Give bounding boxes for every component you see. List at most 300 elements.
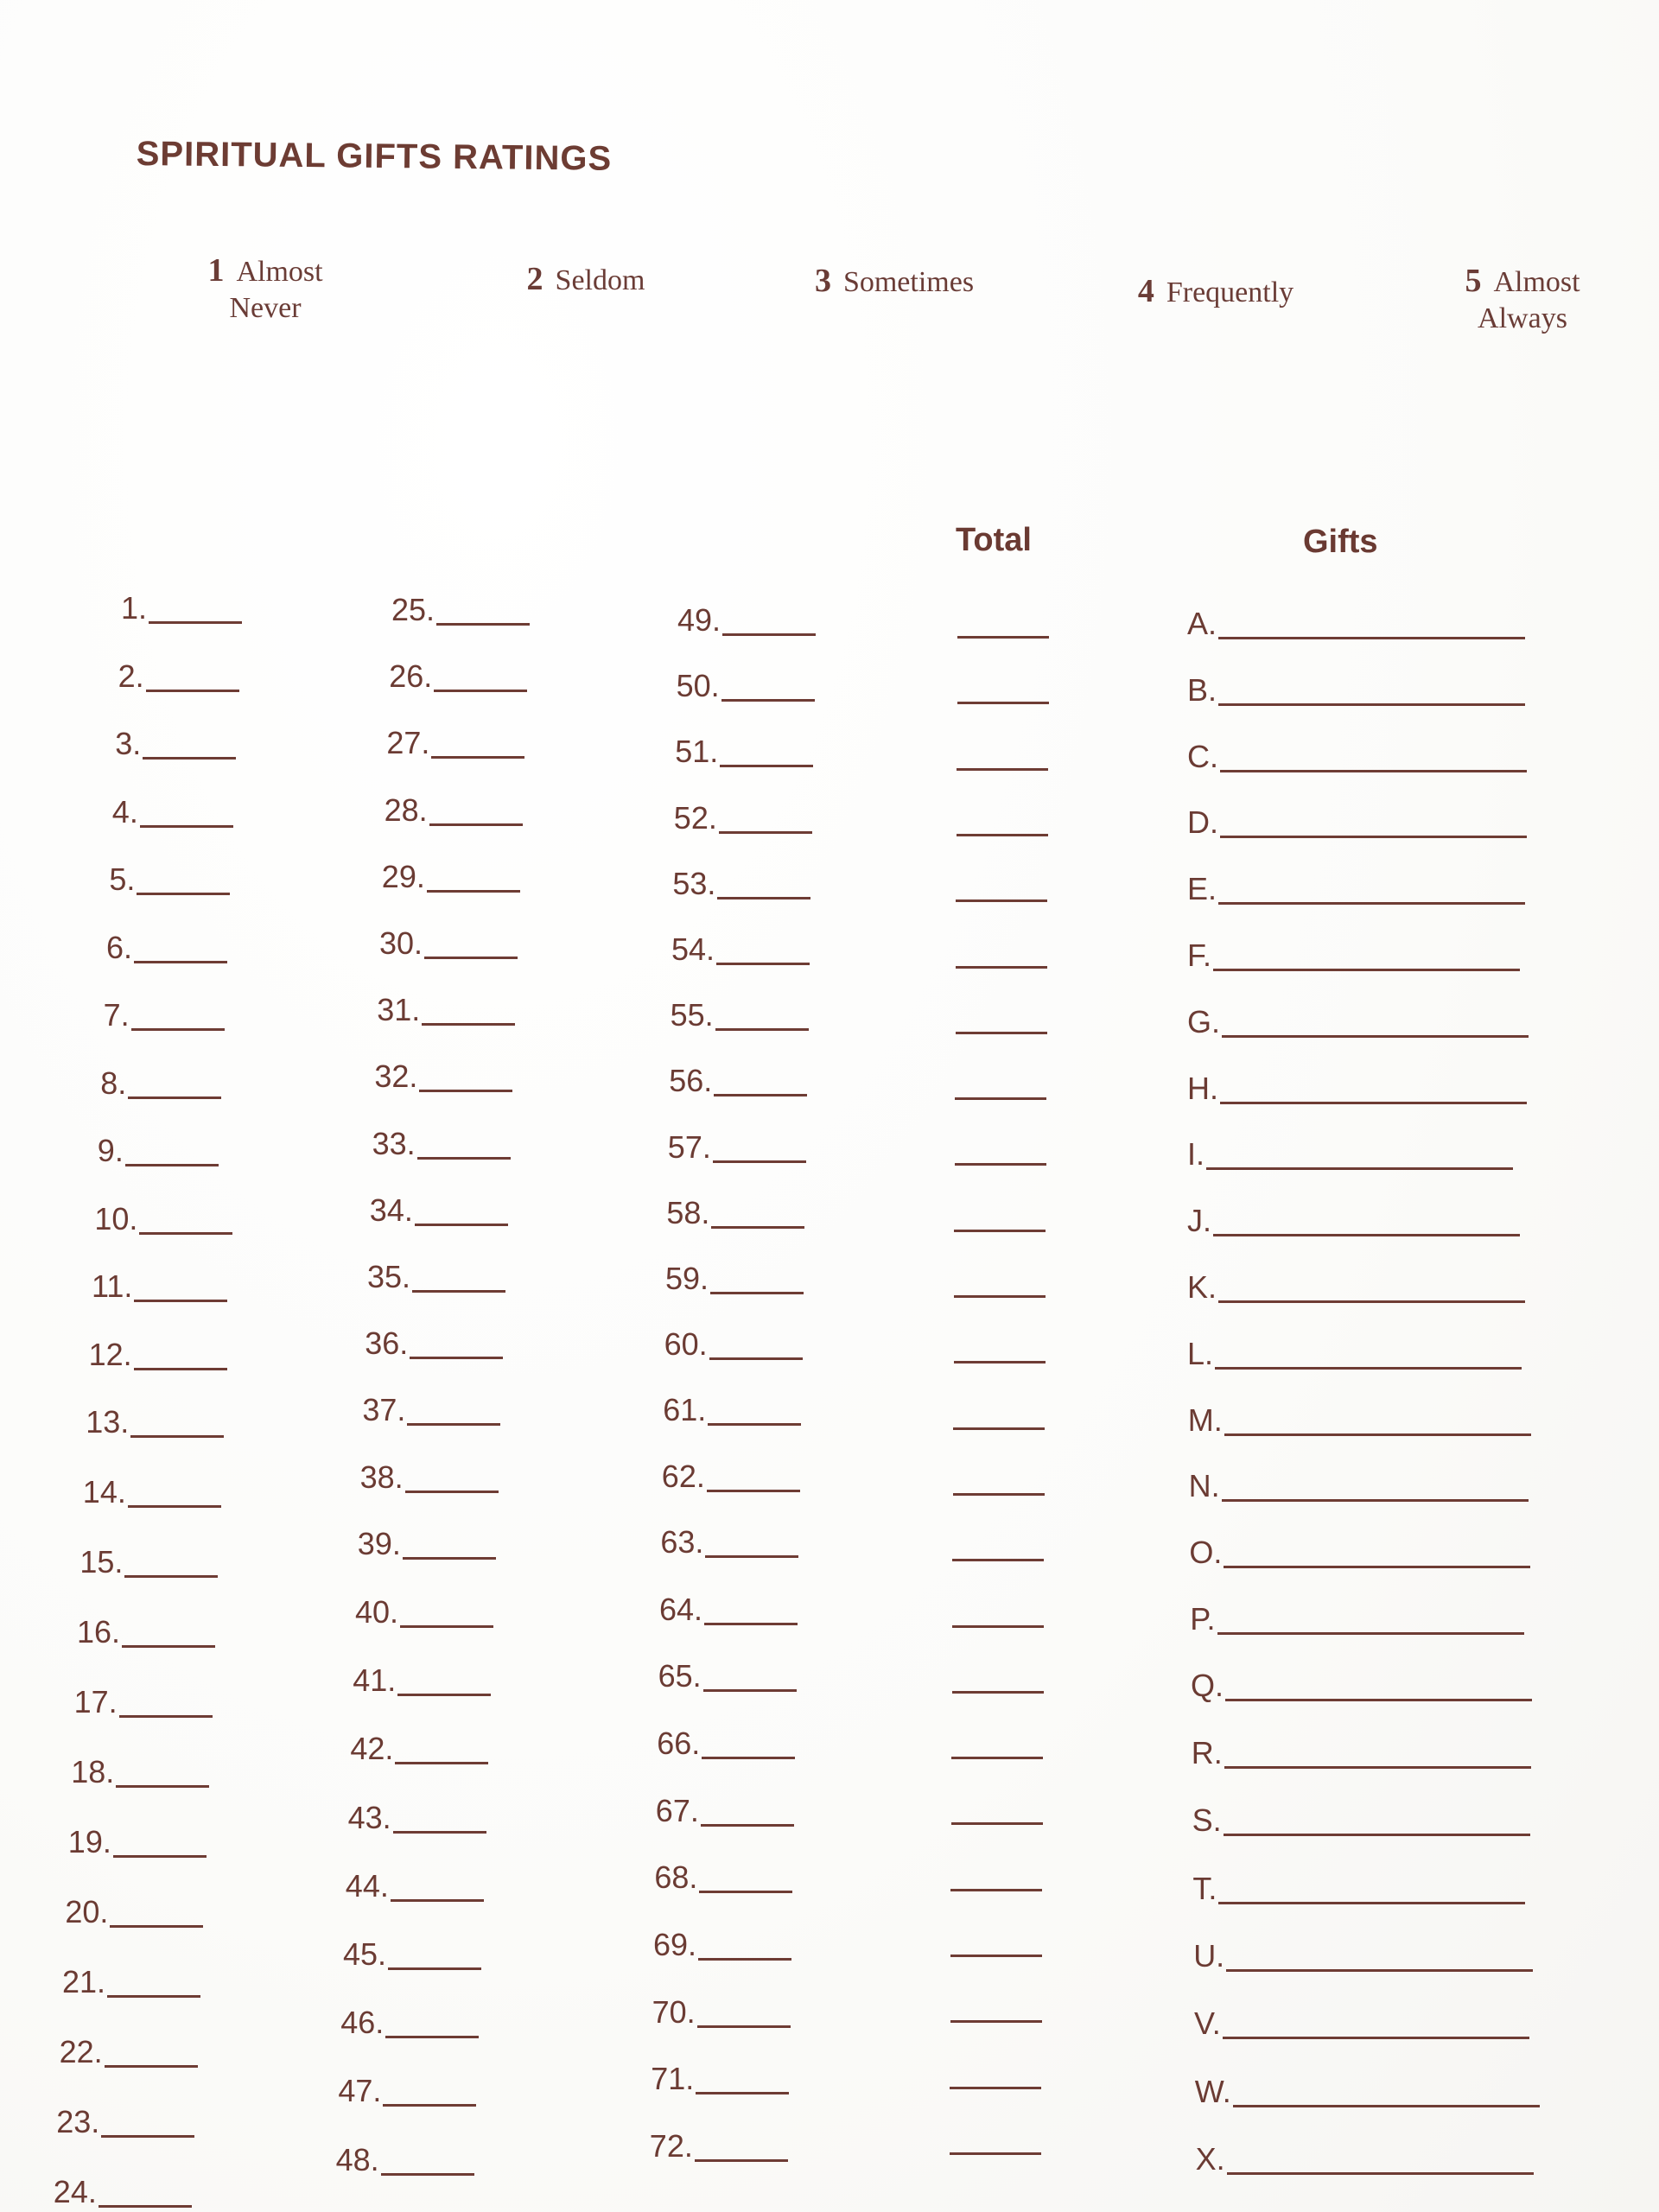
total-blank-12[interactable] (954, 1361, 1046, 1363)
item-18-answer-blank[interactable] (116, 1785, 209, 1788)
item-39-label: 39. (357, 1525, 401, 1561)
gift-9-answer-blank[interactable] (1206, 1167, 1513, 1170)
item-64-answer-blank[interactable] (704, 1623, 798, 1625)
item-21-row (62, 1960, 200, 1999)
gift-20-answer-blank[interactable] (1218, 1902, 1525, 1904)
gift-23-label: W. (1194, 2073, 1231, 2109)
item-23-label: 23. (56, 2104, 100, 2139)
item-18-label: 18. (71, 1754, 115, 1789)
item-36-row (365, 1321, 503, 1361)
gift-2-row (1187, 668, 1525, 708)
total-blank-24[interactable] (950, 2152, 1041, 2155)
gift-1-answer-blank[interactable] (1218, 637, 1525, 639)
total-blank-18[interactable] (951, 1757, 1043, 1759)
item-45-answer-blank[interactable] (388, 1967, 481, 1970)
item-72-answer-blank[interactable] (695, 2159, 788, 2162)
item-9-answer-blank[interactable] (125, 1164, 219, 1166)
gift-16-row (1190, 1597, 1523, 1637)
item-32-row (374, 1054, 512, 1094)
item-34-label: 34. (369, 1192, 413, 1228)
gift-17-answer-blank[interactable] (1225, 1699, 1532, 1701)
gift-15-label: O. (1189, 1535, 1223, 1571)
item-2-label: 2. (118, 658, 144, 694)
gift-24-label: X. (1195, 2140, 1225, 2177)
item-70-row (652, 1990, 791, 2030)
gift-2-answer-blank[interactable] (1218, 703, 1525, 706)
item-29-row (382, 855, 520, 894)
item-1-row (121, 586, 242, 626)
item-23-row (56, 2100, 194, 2139)
total-header: Total (956, 522, 1032, 558)
item-68-label: 68. (654, 1859, 698, 1896)
item-48-row (336, 2138, 474, 2177)
item-24-label: 24. (53, 2174, 97, 2209)
total-blank-15[interactable] (952, 1559, 1044, 1561)
item-51-label: 51. (675, 734, 719, 770)
item-12-answer-blank[interactable] (134, 1368, 227, 1370)
item-7-answer-blank[interactable] (131, 1028, 225, 1031)
item-27-answer-blank[interactable] (431, 756, 524, 759)
gift-24-row (1196, 2137, 1534, 2177)
gift-17-row (1191, 1663, 1532, 1703)
item-68-row (654, 1855, 792, 1895)
item-12-row (89, 1332, 227, 1372)
gift-24-answer-blank[interactable] (1227, 2172, 1534, 2175)
item-28-label: 28. (384, 791, 428, 828)
gift-5-label: E. (1187, 871, 1217, 907)
item-6-row (106, 925, 227, 965)
item-44-row (346, 1864, 484, 1904)
item-42-row (350, 1726, 488, 1766)
item-7-label: 7. (103, 997, 130, 1033)
item-6-label: 6. (106, 929, 133, 965)
gift-5-answer-blank[interactable] (1218, 902, 1525, 905)
gift-15-row (1189, 1530, 1530, 1570)
item-37-row (362, 1388, 500, 1427)
item-51-answer-blank[interactable] (720, 765, 813, 767)
scale-1 (192, 252, 339, 327)
item-16-label: 16. (77, 1614, 121, 1649)
item-67-row (656, 1789, 794, 1828)
item-3-answer-blank[interactable] (143, 757, 236, 760)
total-blank-19[interactable] (951, 1822, 1043, 1825)
item-11-answer-blank[interactable] (134, 1300, 227, 1302)
gift-16-label: P. (1190, 1601, 1216, 1637)
item-59-answer-blank[interactable] (710, 1292, 804, 1294)
gift-7-label: G. (1187, 1003, 1221, 1039)
item-17-row (74, 1680, 213, 1719)
item-50-answer-blank[interactable] (721, 699, 815, 702)
item-53-row (672, 861, 810, 901)
scale-5-number: 5 (1465, 263, 1482, 299)
item-41-label: 41. (353, 1662, 397, 1699)
item-72-row (650, 2124, 788, 2164)
item-18-row (71, 1750, 209, 1789)
item-36-label: 36. (365, 1325, 409, 1362)
item-23-answer-blank[interactable] (101, 2135, 194, 2138)
item-44-label: 44. (345, 1867, 389, 1904)
item-13-row (86, 1400, 224, 1440)
item-71-answer-blank[interactable] (696, 2092, 789, 2094)
gift-18-row (1192, 1731, 1531, 1770)
item-42-answer-blank[interactable] (395, 1762, 488, 1764)
item-33-label: 33. (372, 1125, 416, 1161)
gift-21-row (1193, 1934, 1533, 1974)
gift-6-row (1187, 933, 1520, 973)
item-11-label: 11. (92, 1268, 133, 1304)
item-50-row (677, 664, 815, 703)
gift-19-row (1192, 1798, 1530, 1838)
total-blank-17[interactable] (952, 1691, 1044, 1694)
item-39-answer-blank[interactable] (403, 1557, 496, 1560)
item-19-label: 19. (67, 1824, 111, 1859)
item-4-answer-blank[interactable] (140, 825, 233, 828)
item-32-answer-blank[interactable] (419, 1090, 512, 1092)
item-15-label: 15. (79, 1544, 124, 1580)
item-47-answer-blank[interactable] (383, 2104, 476, 2107)
item-40-label: 40. (355, 1594, 399, 1630)
total-blank-21[interactable] (950, 1955, 1042, 1957)
item-10-label: 10. (94, 1200, 138, 1236)
item-49-answer-blank[interactable] (722, 633, 816, 636)
item-8-row (100, 1061, 221, 1101)
item-61-answer-blank[interactable] (708, 1423, 801, 1426)
item-16-row (77, 1610, 215, 1649)
item-45-row (343, 1932, 481, 1972)
item-50-label: 50. (676, 668, 720, 704)
total-blank-8[interactable] (955, 1097, 1046, 1100)
item-52-label: 52. (673, 799, 717, 836)
item-13-answer-blank[interactable] (130, 1435, 224, 1438)
item-31-row (377, 988, 515, 1027)
gift-6-label: F. (1187, 938, 1212, 973)
total-blank-4[interactable] (957, 834, 1048, 836)
item-24-row (54, 2170, 192, 2209)
item-8-answer-blank[interactable] (128, 1096, 221, 1099)
item-65-answer-blank[interactable] (703, 1689, 797, 1692)
item-55-row (671, 993, 809, 1033)
scale-5 (1445, 263, 1600, 337)
gift-20-label: T. (1192, 1870, 1217, 1906)
item-54-row (671, 927, 810, 967)
scale-2-number: 2 (526, 261, 543, 297)
gift-1-row (1187, 601, 1525, 641)
gift-22-answer-blank[interactable] (1223, 2037, 1529, 2039)
item-66-answer-blank[interactable] (702, 1757, 795, 1759)
gift-5-row (1187, 867, 1525, 906)
gift-3-row (1187, 734, 1527, 774)
total-blank-3[interactable] (957, 768, 1048, 771)
scale-2 (508, 261, 664, 299)
item-28-row (385, 788, 523, 828)
item-10-answer-blank[interactable] (139, 1232, 232, 1235)
gift-10-answer-blank[interactable] (1213, 1234, 1520, 1236)
item-63-label: 63. (660, 1523, 704, 1560)
item-40-row (355, 1590, 493, 1630)
item-53-answer-blank[interactable] (717, 897, 810, 899)
gift-3-label: C. (1187, 738, 1218, 774)
total-blank-7[interactable] (956, 1032, 1047, 1034)
item-58-row (666, 1191, 804, 1230)
item-57-row (668, 1125, 806, 1165)
item-38-label: 38. (359, 1459, 404, 1495)
item-57-label: 57. (667, 1128, 711, 1165)
item-70-answer-blank[interactable] (697, 2025, 791, 2028)
gift-9-label: I. (1187, 1136, 1205, 1173)
gift-13-row (1188, 1398, 1531, 1438)
item-49-label: 49. (677, 602, 721, 638)
item-66-label: 66. (657, 1725, 701, 1761)
gift-22-row (1194, 2001, 1529, 2041)
item-61-row (663, 1388, 801, 1427)
scale-1-number: 1 (207, 252, 225, 289)
item-55-answer-blank[interactable] (715, 1028, 809, 1031)
item-3-row (115, 721, 236, 761)
scale-1-label-2: Never (229, 292, 302, 324)
scale-4 (1116, 273, 1315, 311)
item-4-label: 4. (111, 793, 138, 830)
item-38-answer-blank[interactable] (405, 1491, 499, 1493)
item-41-answer-blank[interactable] (397, 1694, 491, 1696)
item-52-row (674, 796, 812, 836)
item-25-label: 25. (391, 592, 435, 627)
gift-13-answer-blank[interactable] (1224, 1433, 1531, 1436)
gift-15-answer-blank[interactable] (1224, 1566, 1530, 1568)
item-35-answer-blank[interactable] (412, 1290, 505, 1293)
item-67-label: 67. (655, 1792, 699, 1828)
item-39-row (358, 1522, 496, 1561)
item-11-row (92, 1264, 227, 1304)
item-43-label: 43. (347, 1799, 391, 1835)
item-48-answer-blank[interactable] (381, 2173, 474, 2176)
item-20-answer-blank[interactable] (110, 1925, 203, 1928)
item-56-row (669, 1058, 807, 1098)
item-26-row (389, 654, 527, 694)
gift-21-label: U. (1193, 1938, 1225, 1974)
item-65-row (658, 1654, 797, 1694)
item-27-label: 27. (386, 725, 430, 761)
item-54-answer-blank[interactable] (716, 963, 810, 965)
total-blank-14[interactable] (953, 1493, 1045, 1496)
item-14-row (83, 1470, 221, 1510)
scale-4-number: 4 (1137, 273, 1154, 309)
item-31-answer-blank[interactable] (422, 1023, 515, 1026)
item-69-row (653, 1923, 791, 1962)
item-36-answer-blank[interactable] (410, 1357, 503, 1359)
gift-7-answer-blank[interactable] (1222, 1035, 1529, 1038)
item-62-answer-blank[interactable] (707, 1490, 800, 1492)
item-51-row (675, 729, 813, 769)
item-31-label: 31. (377, 992, 421, 1028)
scale-5-label-2: Always (1478, 302, 1567, 334)
item-47-row (338, 2069, 476, 2108)
item-16-answer-blank[interactable] (122, 1645, 215, 1648)
item-20-row (65, 1890, 203, 1929)
item-57-answer-blank[interactable] (713, 1160, 806, 1163)
gift-9-row (1187, 1132, 1513, 1172)
item-10-row (94, 1197, 232, 1236)
item-1-label: 1. (121, 590, 148, 626)
gift-11-answer-blank[interactable] (1218, 1300, 1525, 1303)
item-1-answer-blank[interactable] (149, 621, 242, 624)
item-9-row (98, 1128, 219, 1168)
item-63-row (660, 1520, 798, 1560)
gift-1-label: A. (1187, 606, 1217, 641)
item-43-row (348, 1796, 486, 1835)
item-43-answer-blank[interactable] (393, 1831, 486, 1834)
gift-12-answer-blank[interactable] (1215, 1367, 1522, 1370)
total-blank-22[interactable] (950, 2020, 1042, 2023)
item-69-answer-blank[interactable] (698, 1958, 791, 1961)
item-60-row (664, 1322, 803, 1362)
item-65-label: 65. (658, 1658, 702, 1694)
item-62-label: 62. (661, 1458, 705, 1494)
item-17-label: 17. (73, 1684, 118, 1719)
item-33-row (372, 1122, 511, 1161)
item-63-answer-blank[interactable] (705, 1555, 798, 1558)
item-58-answer-blank[interactable] (711, 1226, 804, 1229)
total-blank-11[interactable] (954, 1295, 1046, 1298)
item-26-label: 26. (389, 658, 433, 695)
gift-2-label: B. (1187, 671, 1217, 708)
gift-19-answer-blank[interactable] (1224, 1834, 1530, 1836)
gift-4-row (1187, 800, 1527, 840)
gift-10-label: J. (1187, 1203, 1212, 1239)
item-15-answer-blank[interactable] (124, 1575, 218, 1578)
page-title: SPIRITUAL GIFTS RATINGS (136, 135, 613, 178)
gift-22-label: V. (1194, 2005, 1221, 2042)
gift-6-answer-blank[interactable] (1213, 969, 1520, 971)
item-28-answer-blank[interactable] (429, 823, 523, 826)
item-30-answer-blank[interactable] (424, 957, 518, 959)
item-56-label: 56. (669, 1063, 713, 1099)
item-14-label: 14. (82, 1474, 126, 1510)
gift-23-answer-blank[interactable] (1233, 2105, 1540, 2107)
item-8-label: 8. (100, 1065, 127, 1101)
scale-2-label: Seldom (555, 264, 645, 296)
gift-18-answer-blank[interactable] (1224, 1766, 1531, 1769)
item-60-answer-blank[interactable] (709, 1357, 803, 1360)
item-19-answer-blank[interactable] (113, 1855, 207, 1858)
item-2-answer-blank[interactable] (146, 690, 239, 692)
gift-23-row (1195, 2069, 1540, 2109)
item-6-answer-blank[interactable] (134, 961, 227, 963)
gift-8-label: H. (1187, 1070, 1218, 1106)
item-66-row (657, 1721, 795, 1761)
item-4-row (112, 790, 233, 830)
gift-4-answer-blank[interactable] (1220, 836, 1527, 838)
gift-8-answer-blank[interactable] (1220, 1102, 1527, 1104)
item-32-label: 32. (374, 1058, 418, 1095)
total-blank-10[interactable] (954, 1230, 1046, 1232)
item-58-label: 58. (666, 1194, 710, 1230)
gift-4-label: D. (1187, 804, 1218, 841)
gift-13-label: M. (1187, 1402, 1223, 1438)
item-69-label: 69. (653, 1927, 697, 1962)
total-blank-5[interactable] (956, 899, 1047, 902)
item-55-label: 55. (670, 997, 714, 1033)
item-34-row (370, 1188, 508, 1228)
item-40-answer-blank[interactable] (400, 1625, 493, 1628)
item-72-label: 72. (649, 2128, 693, 2164)
scale-4-label: Frequently (1166, 276, 1294, 308)
item-60-label: 60. (664, 1326, 708, 1363)
gift-14-answer-blank[interactable] (1222, 1499, 1529, 1502)
item-45-label: 45. (343, 1936, 387, 1972)
gift-11-row (1187, 1265, 1525, 1305)
item-34-answer-blank[interactable] (415, 1224, 508, 1226)
item-44-answer-blank[interactable] (391, 1899, 484, 1902)
total-blank-13[interactable] (953, 1427, 1045, 1430)
item-29-label: 29. (381, 858, 425, 894)
total-blank-2[interactable] (957, 702, 1049, 704)
total-blank-16[interactable] (952, 1625, 1044, 1628)
item-5-answer-blank[interactable] (137, 893, 230, 895)
item-29-answer-blank[interactable] (427, 890, 520, 893)
item-37-answer-blank[interactable] (407, 1423, 500, 1426)
gift-7-row (1187, 1000, 1529, 1039)
gift-3-answer-blank[interactable] (1220, 770, 1527, 772)
item-17-answer-blank[interactable] (119, 1715, 213, 1718)
gift-16-answer-blank[interactable] (1217, 1632, 1524, 1635)
item-47-label: 47. (338, 2073, 382, 2109)
total-blank-1[interactable] (957, 636, 1049, 639)
item-42-label: 42. (350, 1731, 394, 1767)
item-9-label: 9. (97, 1133, 124, 1168)
item-46-answer-blank[interactable] (385, 2036, 479, 2038)
item-24-answer-blank[interactable] (99, 2205, 192, 2208)
item-48-label: 48. (335, 2141, 379, 2177)
item-26-answer-blank[interactable] (434, 690, 527, 692)
item-46-label: 46. (340, 2005, 385, 2041)
scale-3-number: 3 (814, 263, 831, 299)
item-59-label: 59. (665, 1261, 709, 1296)
item-30-row (379, 921, 518, 961)
item-25-answer-blank[interactable] (436, 623, 530, 626)
item-35-label: 35. (367, 1259, 411, 1294)
item-61-label: 61. (663, 1392, 707, 1428)
gift-12-row (1187, 1332, 1522, 1371)
item-21-answer-blank[interactable] (107, 1995, 200, 1998)
item-37-label: 37. (362, 1392, 406, 1428)
item-67-answer-blank[interactable] (701, 1824, 794, 1827)
item-22-answer-blank[interactable] (105, 2065, 198, 2068)
total-blank-6[interactable] (956, 966, 1047, 969)
gift-21-answer-blank[interactable] (1226, 1969, 1533, 1972)
item-25-row (391, 588, 530, 627)
total-blank-9[interactable] (955, 1163, 1046, 1166)
total-blank-20[interactable] (950, 1889, 1042, 1891)
item-56-answer-blank[interactable] (714, 1094, 807, 1096)
item-5-label: 5. (109, 861, 136, 897)
item-49-row (677, 598, 816, 638)
item-59-row (665, 1256, 804, 1296)
gift-20-row (1192, 1866, 1525, 1906)
item-52-answer-blank[interactable] (719, 831, 812, 834)
item-15-row (79, 1540, 218, 1580)
item-46-row (340, 2000, 479, 2040)
item-33-answer-blank[interactable] (417, 1157, 511, 1160)
item-53-label: 53. (672, 865, 716, 901)
total-blank-23[interactable] (950, 2087, 1041, 2089)
item-68-answer-blank[interactable] (699, 1891, 792, 1893)
item-71-row (651, 2056, 789, 2096)
item-14-answer-blank[interactable] (128, 1505, 221, 1508)
gift-12-label: L. (1187, 1335, 1214, 1371)
item-13-label: 13. (86, 1404, 130, 1440)
item-62-row (662, 1454, 800, 1494)
item-71-label: 71. (651, 2061, 695, 2097)
